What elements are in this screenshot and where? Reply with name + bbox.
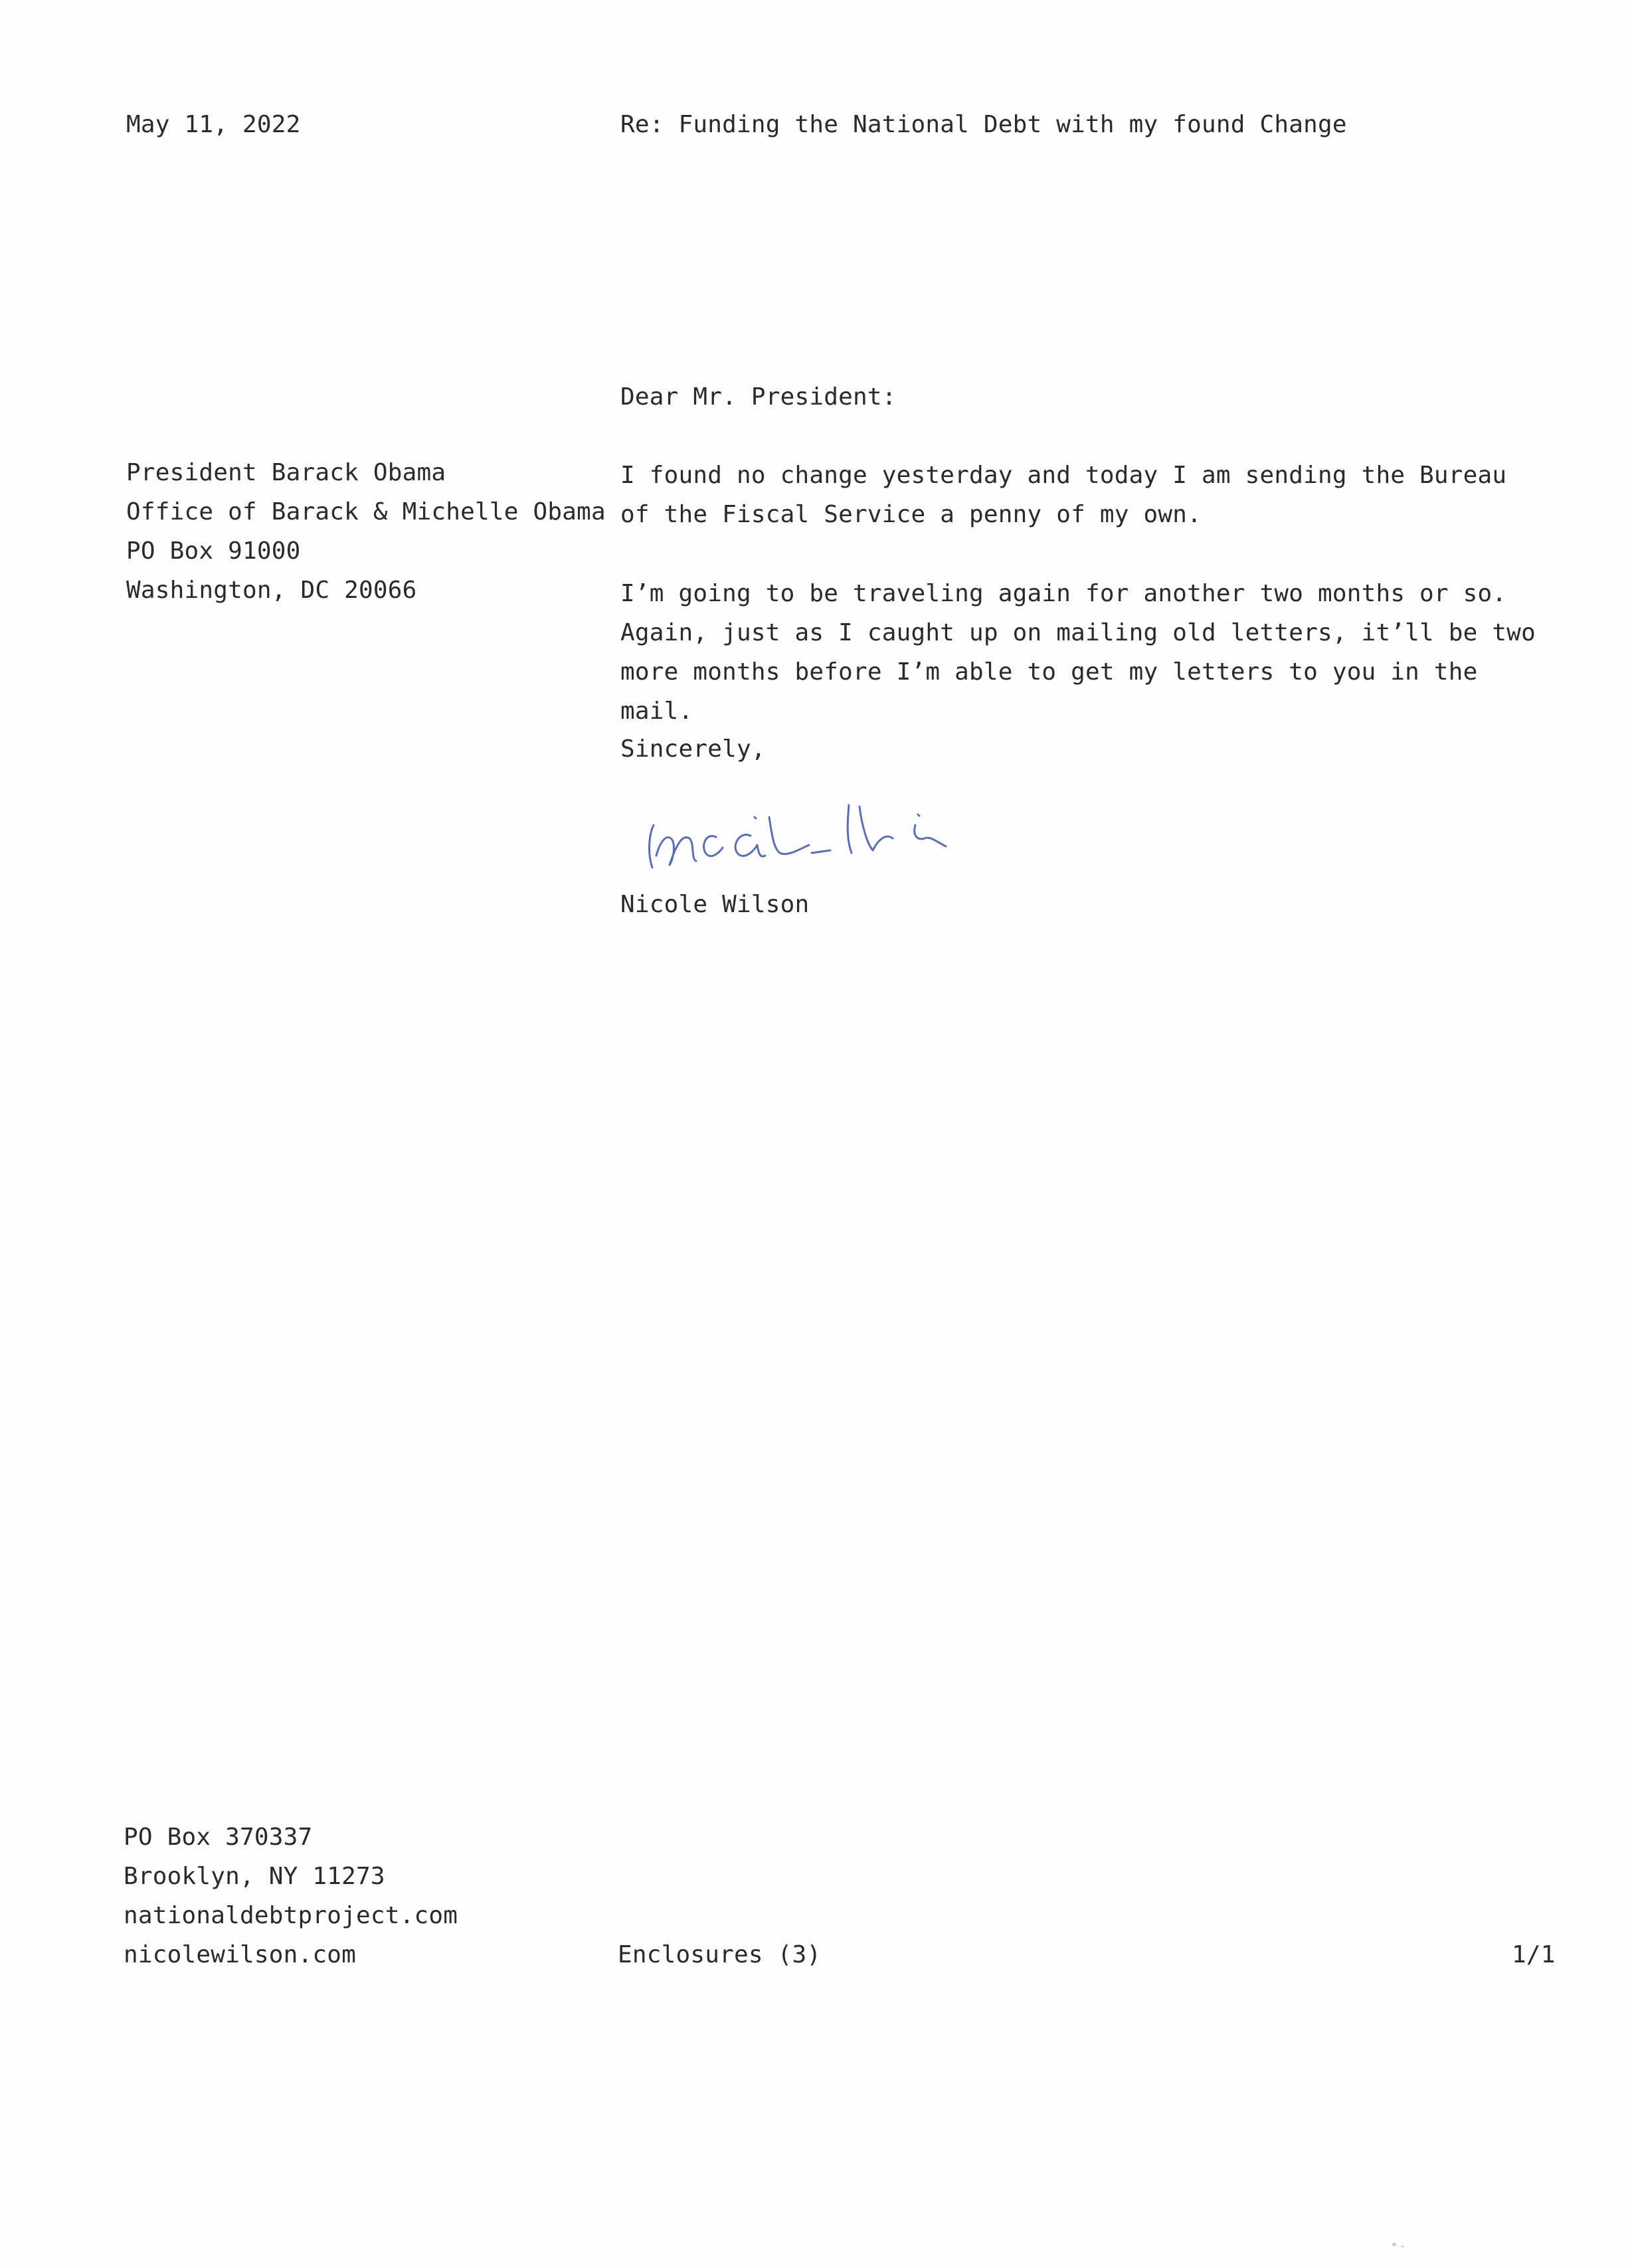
closing: Sincerely,: [620, 735, 766, 763]
recipient-line: Office of Barack & Michelle Obama: [126, 498, 606, 525]
sender-line: PO Box 370337: [124, 1824, 313, 1851]
scan-speck: [1401, 2245, 1403, 2247]
page-number: 1/1: [1512, 1941, 1556, 1968]
recipient-address: [126, 453, 606, 610]
letter-date: May 11, 2022: [126, 111, 301, 138]
body-paragraph-1: I found no change yesterday and today I am sending the Bureau of the Fiscal Service a penny of my own.: [620, 462, 1507, 528]
sender-address: [124, 1818, 458, 1974]
sender-website: nationaldebtproject.com: [124, 1902, 458, 1929]
recipient-line: Washington, DC 20066: [126, 577, 417, 604]
handwritten-signature: [638, 787, 970, 880]
salutation: Dear Mr. President:: [620, 383, 897, 411]
recipient-line: President Barack Obama: [126, 459, 446, 486]
recipient-line: PO Box 91000: [126, 537, 301, 565]
enclosures-note: Enclosures (3): [618, 1941, 822, 1968]
sender-line: Brooklyn, NY 11273: [124, 1863, 385, 1890]
sender-website: nicolewilson.com: [124, 1941, 356, 1968]
scan-speck: [1392, 2243, 1396, 2246]
signer-name: Nicole Wilson: [620, 891, 810, 918]
letter-subject: Re: Funding the National Debt with my found Change: [620, 111, 1347, 138]
body-paragraph-2: I’m going to be traveling again for another two months or so. Again, just as I caught up on mailing old letters, it’ll be two more months before I’m able to get my letters to you in the mail.: [620, 580, 1536, 725]
